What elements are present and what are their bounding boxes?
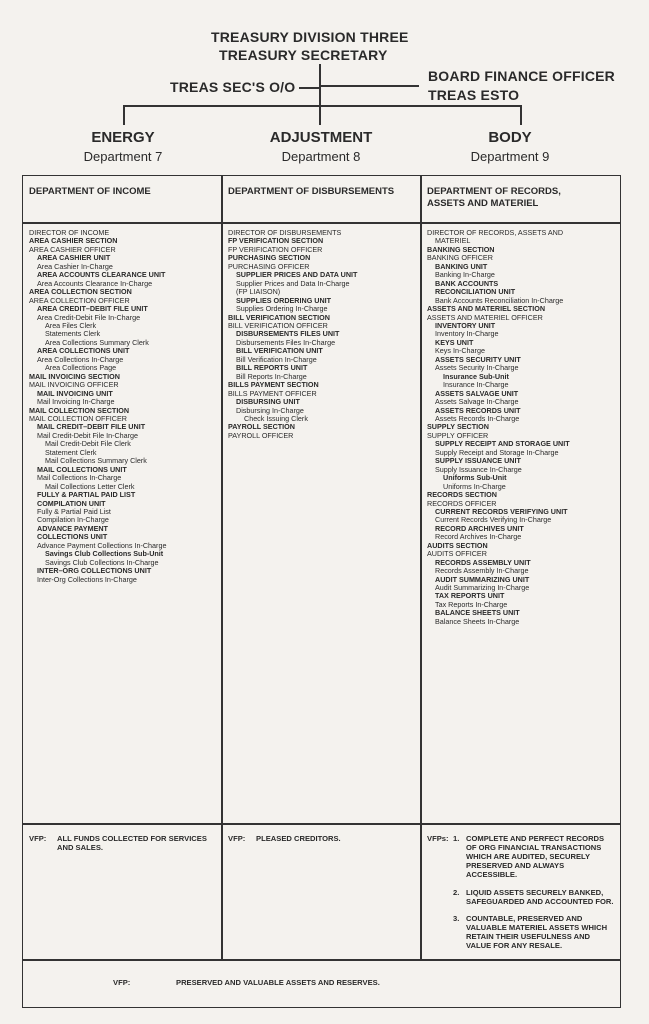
org-unit-role: Mail Collections Letter Clerk — [45, 481, 135, 491]
dept-body-name: BODY — [488, 129, 532, 146]
org-unit-role: Inventory In-Charge — [435, 329, 499, 339]
board-officer-title: BOARD FINANCE OFFICER — [428, 68, 615, 84]
org-unit-heading: AUDIT SUMMARIZING UNIT — [435, 574, 530, 584]
org-unit-role: BANKING OFFICER — [427, 253, 493, 263]
org-unit-role: Supply Receipt and Storage In-Charge — [435, 447, 559, 457]
org-unit-heading: ASSETS AND MATERIEL SECTION — [427, 304, 546, 314]
org-unit-heading: MAIL INVOICING UNIT — [37, 388, 113, 398]
org-unit-heading: RECORDS ASSEMBLY UNIT — [435, 557, 531, 567]
org-unit-role: Supplies Ordering In-Charge — [236, 304, 328, 314]
org-unit-heading: AREA ACCOUNTS CLEARANCE UNIT — [37, 270, 166, 280]
org-unit-role: Mail Credit-Debit File Clerk — [45, 439, 131, 449]
org-unit-role: FP VERIFICATION OFFICER — [228, 244, 323, 254]
org-unit-role: Supplier Prices and Data In-Charge — [236, 278, 350, 288]
org-unit-role: Statements Clerk — [45, 329, 101, 339]
org-unit-heading: DISBURSING UNIT — [236, 397, 300, 407]
dept-energy-name: ENERGY — [91, 129, 155, 146]
org-unit-heading: AREA CREDIT–DEBIT FILE UNIT — [37, 304, 148, 314]
org-unit-role: AUDITS OFFICER — [427, 549, 487, 559]
vfp-records-text-2: LIQUID ASSETS SECURELY BANKED, SAFEGUARDED AND ACCOUNTED FOR. — [466, 888, 614, 906]
org-unit-heading: BANKING UNIT — [435, 261, 488, 271]
vfp-row-divider — [22, 823, 621, 825]
org-unit-role: MAIL COLLECTION OFFICER — [29, 413, 127, 423]
org-unit-heading: MAIL COLLECTIONS UNIT — [37, 464, 127, 474]
org-unit-role: PAYROLL OFFICER — [228, 430, 294, 440]
org-unit-role: BILLS PAYMENT OFFICER — [228, 388, 317, 398]
dept-energy-number: Department 7 — [83, 149, 163, 164]
org-unit-role: Advance Payment Collections In-Charge — [37, 540, 167, 550]
org-unit-heading: Savings Club Collections Sub-Unit — [45, 549, 164, 559]
org-unit-role: Check Issuing Clerk — [244, 413, 308, 423]
org-unit-role: Current Records Verifying In-Charge — [435, 515, 552, 525]
org-unit-role: Area Files Clerk — [45, 320, 97, 330]
vfp-records-num-1: 1. — [453, 834, 460, 843]
col-divider-2 — [420, 175, 422, 960]
org-unit-heading: FULLY & PARTIAL PAID LIST — [37, 490, 136, 500]
org-unit-role: Area Cashier In-Charge — [37, 261, 113, 271]
board-connector — [319, 85, 419, 87]
org-unit-role: Disbursements Files In-Charge — [236, 337, 336, 347]
dept-adjustment-name: ADJUSTMENT — [269, 129, 373, 146]
org-unit-heading: PAYROLL SECTION — [228, 422, 295, 432]
org-unit-heading: AREA CASHIER SECTION — [29, 236, 118, 246]
org-unit-role: Audit Summarizing In-Charge — [435, 583, 530, 593]
org-unit-heading: MAIL INVOICING SECTION — [29, 371, 120, 381]
org-unit-role: Supply Issuance In-Charge — [435, 464, 522, 474]
department-bar — [123, 105, 520, 107]
org-unit-role: Bill Verification In-Charge — [236, 354, 317, 364]
dept-body-number: Department 9 — [470, 149, 550, 164]
vfp-income-label: VFP: — [29, 834, 47, 843]
org-unit-role: MAIL INVOICING OFFICER — [29, 380, 119, 390]
sec-oo-connector — [299, 87, 319, 89]
secretary-title: TREASURY SECRETARY — [219, 47, 388, 63]
vfp-disb-text: PLEASED CREDITORS. — [256, 834, 341, 843]
org-unit-role: PURCHASING OFFICER — [228, 261, 310, 271]
col-head-disbursements: DEPARTMENT OF DISBURSEMENTS — [228, 186, 395, 197]
org-unit-heading: FP VERIFICATION SECTION — [228, 236, 324, 246]
sec-oo-title: TREAS SEC'S O/O — [170, 79, 296, 95]
vfp-records-num-3: 3. — [453, 914, 460, 923]
org-unit-role: SUPPLY OFFICER — [427, 430, 489, 440]
org-unit-heading: AREA CASHIER UNIT — [37, 253, 111, 263]
org-unit-role: DIRECTOR OF INCOME — [29, 228, 110, 237]
org-unit-role: Records Assembly In-Charge — [435, 566, 529, 576]
org-unit-role: RECORDS OFFICER — [427, 498, 497, 508]
org-unit-role: AREA COLLECTION OFFICER — [29, 295, 130, 305]
division-vfp-divider — [22, 959, 621, 961]
org-unit-heading: INTER–ORG COLLECTIONS UNIT — [37, 566, 152, 576]
org-unit-heading: RECORD ARCHIVES UNIT — [435, 523, 524, 533]
org-unit-role: Area Collections In-Charge — [37, 354, 124, 364]
org-unit-role: Record Archives In-Charge — [435, 532, 522, 542]
org-unit-role: Uniforms In-Charge — [443, 481, 506, 491]
col-records — [427, 229, 619, 626]
org-unit-heading: BANKING SECTION — [427, 244, 495, 254]
org-unit-role: Area Credit-Debit File In-Charge — [37, 312, 141, 322]
col-disbursements — [228, 229, 418, 440]
org-unit-heading: PURCHASING SECTION — [228, 253, 311, 263]
org-unit-heading: ASSETS RECORDS UNIT — [435, 405, 521, 415]
org-unit-heading: SUPPLIES ORDERING UNIT — [236, 295, 332, 305]
vfp-records-num-2: 2. — [453, 888, 460, 897]
treas-esto-title: TREAS ESTO — [428, 87, 520, 103]
org-unit-heading: ASSETS SECURITY UNIT — [435, 354, 521, 364]
org-unit-heading: AUDITS SECTION — [427, 540, 488, 550]
division-title: TREASURY DIVISION THREE — [211, 29, 409, 45]
org-unit-role: (FP LIAISON) — [236, 287, 281, 297]
energy-drop — [123, 105, 125, 125]
vfp-records-text-3: COUNTABLE, PRESERVED AND VALUABLE MATERIEL ASSETS WHICH RETAIN THEIR USEFULNESS AND VALUE FOR ANY RESALE. — [466, 914, 608, 950]
org-unit-role: Mail Invoicing In-Charge — [37, 397, 115, 407]
org-unit-heading: MAIL COLLECTION SECTION — [29, 405, 130, 415]
org-unit-role: Bank Accounts Reconciliation In-Charge — [435, 295, 564, 305]
org-unit-heading: BILL REPORTS UNIT — [236, 363, 308, 373]
org-unit-role: DIRECTOR OF RECORDS, ASSETS AND — [427, 228, 564, 237]
org-unit-heading: ADVANCE PAYMENT — [37, 523, 108, 533]
org-unit-heading: SUPPLY ISSUANCE UNIT — [435, 456, 521, 466]
org-unit-heading: Uniforms Sub-Unit — [443, 473, 507, 483]
org-unit-heading: BILL VERIFICATION UNIT — [236, 346, 323, 356]
org-unit-role: Area Collections Summary Clerk — [45, 337, 149, 347]
org-unit-heading: AREA COLLECTION SECTION — [29, 287, 132, 297]
vfp-records-text-1: COMPLETE AND PERFECT RECORDS OF ORG FINANCIAL TRANSACTIONS WHICH ARE AUDITED, SECURELY PRESERVED AND ALWAYS ACCESSIBLE. — [466, 834, 605, 879]
org-unit-role: Area Collections Page — [45, 363, 117, 373]
col-head-income: DEPARTMENT OF INCOME — [29, 186, 151, 197]
org-unit-role: ASSETS AND MATERIEL OFFICER — [427, 312, 543, 322]
org-unit-heading: AREA COLLECTIONS UNIT — [37, 346, 130, 356]
org-unit-role: BILL VERIFICATION OFFICER — [228, 320, 328, 330]
org-unit-heading: MAIL CREDIT–DEBIT FILE UNIT — [37, 422, 146, 432]
org-unit-heading: TAX REPORTS UNIT — [435, 591, 505, 601]
col-divider-1 — [221, 175, 223, 960]
org-unit-heading: DISBURSEMENTS FILES UNIT — [236, 329, 340, 339]
org-unit-heading: RECONCILIATION UNIT — [435, 287, 516, 297]
org-unit-role: Inter-Org Collections In-Charge — [37, 574, 137, 584]
vfp-division-text: PRESERVED AND VALUABLE ASSETS AND RESERVES. — [176, 978, 380, 987]
org-unit-role: Statement Clerk — [45, 447, 97, 457]
org-unit-heading: KEYS UNIT — [435, 337, 474, 347]
vfp-records-label: VFPs: — [427, 834, 449, 843]
org-unit-role: Assets Security In-Charge — [435, 363, 519, 373]
org-unit-role: Fully & Partial Paid List — [37, 506, 111, 516]
org-unit-role: Balance Sheets In-Charge — [435, 616, 520, 626]
org-unit-role: Banking In-Charge — [435, 270, 495, 280]
header-row-divider — [22, 222, 621, 224]
org-unit-role: Savings Club Collections In-Charge — [45, 557, 159, 567]
org-unit-role: Area Accounts Clearance In-Charge — [37, 278, 153, 288]
org-unit-role: Assets Salvage In-Charge — [435, 397, 519, 407]
col-income — [29, 229, 219, 584]
org-unit-role: Assets Records In-Charge — [435, 413, 520, 423]
vfp-income-text: ALL FUNDS COLLECTED FOR SERVICES AND SALES. — [57, 834, 207, 852]
org-unit-role: Tax Reports In-Charge — [435, 599, 508, 609]
org-unit-heading: RECORDS SECTION — [427, 490, 497, 500]
org-unit-heading: SUPPLIER PRICES AND DATA UNIT — [236, 270, 358, 280]
org-unit-heading: SUPPLY SECTION — [427, 422, 489, 432]
org-unit-role: DIRECTOR OF DISBURSEMENTS — [228, 228, 342, 237]
org-unit-role: Keys In-Charge — [435, 346, 485, 356]
dept-adjustment-number: Department 8 — [281, 149, 361, 164]
org-unit-heading: CURRENT RECORDS VERIFYING UNIT — [435, 506, 568, 516]
body-drop — [520, 105, 522, 125]
org-unit-heading: BILL VERIFICATION SECTION — [228, 312, 330, 322]
org-unit-heading: Insurance Sub-Unit — [443, 371, 509, 381]
org-unit-heading: COLLECTIONS UNIT — [37, 532, 108, 542]
org-unit-role: MATERIEL — [435, 236, 471, 246]
org-unit-heading: COMPILATION UNIT — [37, 498, 106, 508]
org-unit-heading: ASSETS SALVAGE UNIT — [435, 388, 519, 398]
org-unit-role: Bill Reports In-Charge — [236, 371, 307, 381]
org-unit-role: Insurance In-Charge — [443, 380, 509, 390]
org-unit-heading: BILLS PAYMENT SECTION — [228, 380, 319, 390]
org-unit-role: Mail Collections In-Charge — [37, 473, 122, 483]
col-head-records: DEPARTMENT OF RECORDS, ASSETS AND MATERIEL — [427, 186, 561, 209]
org-unit-role: AREA CASHIER OFFICER — [29, 244, 116, 254]
org-unit-heading: SUPPLY RECEIPT AND STORAGE UNIT — [435, 439, 570, 449]
org-unit-role: Mail Collections Summary Clerk — [45, 456, 147, 466]
vfp-division-label: VFP: — [113, 978, 131, 987]
org-unit-role: Compilation In-Charge — [37, 515, 109, 525]
vfp-disb-label: VFP: — [228, 834, 246, 843]
org-unit-heading: BALANCE SHEETS UNIT — [435, 608, 520, 618]
org-unit-role: Mail Credit-Debit File In-Charge — [37, 430, 139, 440]
org-unit-heading: BANK ACCOUNTS — [435, 278, 499, 288]
org-unit-heading: INVENTORY UNIT — [435, 320, 496, 330]
adjustment-drop — [319, 105, 321, 125]
org-unit-role: Disbursing In-Charge — [236, 405, 304, 415]
